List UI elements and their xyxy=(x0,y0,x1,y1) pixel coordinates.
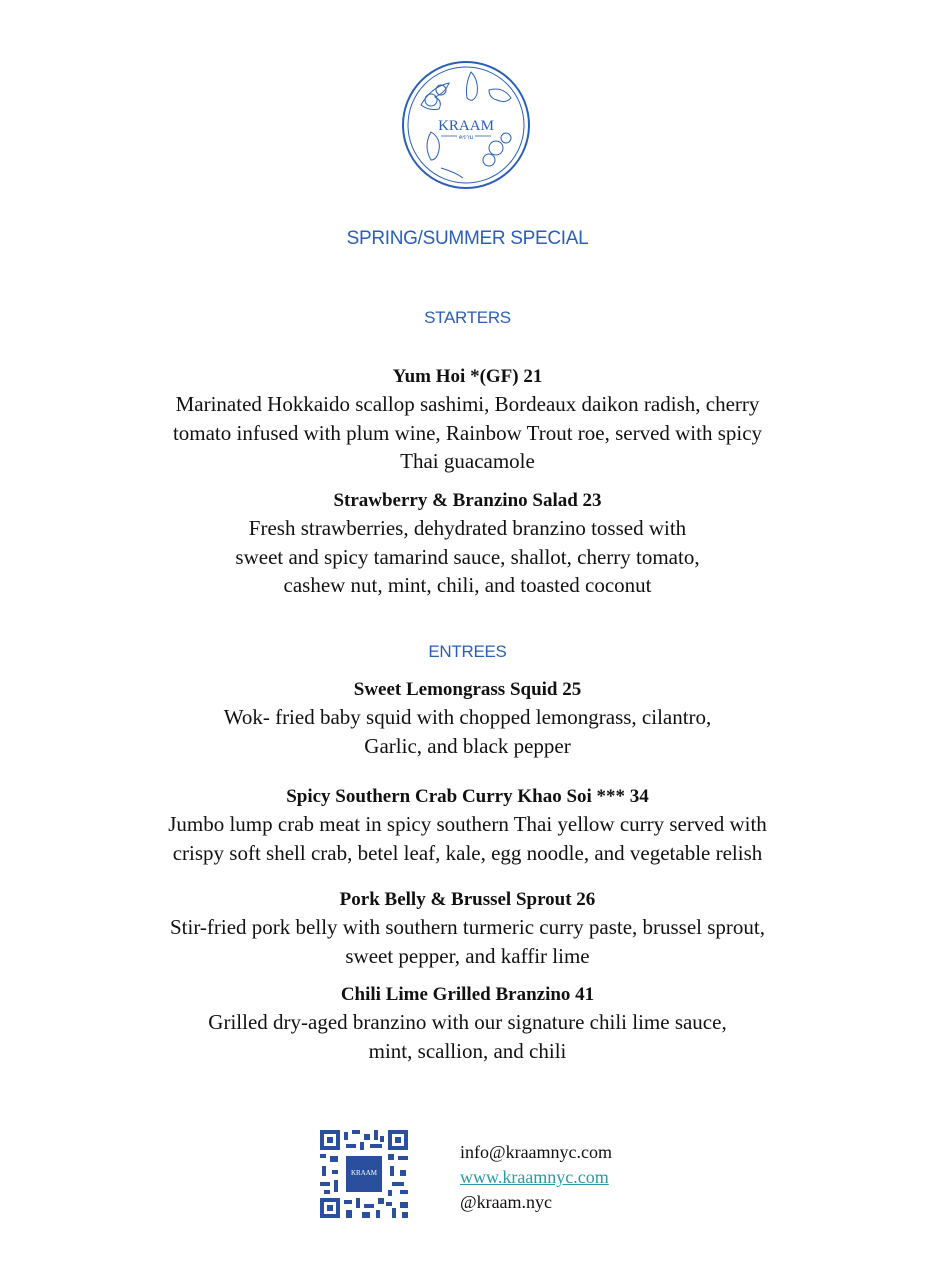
item-name: Yum Hoi *(GF) 21 xyxy=(392,366,543,387)
svg-text:คราม: คราม xyxy=(458,135,474,141)
social-handle[interactable]: @kraam.nyc xyxy=(460,1192,553,1212)
menu-item xyxy=(0,982,935,1065)
menu-item xyxy=(0,488,935,600)
item-description: Fresh strawberries, dehydrated branzino tossed with sweet and spicy tamarind sauce, shallot, cherry tomato, cashew nut, mint, chili, and toasted coconut xyxy=(235,516,700,597)
qr-code-icon[interactable] xyxy=(320,1130,408,1218)
menu-item xyxy=(0,784,935,867)
website-link[interactable]: www.kraamnyc.com xyxy=(460,1167,609,1187)
restaurant-logo xyxy=(401,60,531,190)
item-description: Wok- fried baby squid with chopped lemongrass, cilantro, Garlic, and black pepper xyxy=(223,705,712,758)
logo-circle-icon xyxy=(401,60,531,190)
menu-item xyxy=(0,364,935,476)
item-description: Stir-fried pork belly with southern turmeric curry paste, brussel sprout, sweet pepper, and kaffir lime xyxy=(169,915,766,968)
section-heading-starters: STARTERS xyxy=(424,308,511,327)
item-description: Grilled dry-aged branzino with our signature chili lime sauce, mint, scallion, and chili xyxy=(208,1010,727,1063)
svg-text:KRAAM: KRAAM xyxy=(350,1169,378,1177)
section-heading-entrees: ENTREES xyxy=(428,642,507,661)
email-text[interactable]: info@kraamnyc.com xyxy=(460,1142,613,1162)
item-name: Pork Belly & Brussel Sprout 26 xyxy=(339,889,596,910)
item-name: Chili Lime Grilled Branzino 41 xyxy=(340,984,595,1005)
contact-info xyxy=(460,1140,612,1215)
menu-item xyxy=(0,677,935,760)
menu-title: SPRING/SUMMER SPECIAL xyxy=(346,228,589,249)
item-description: Jumbo lump crab meat in spicy southern Thai yellow curry served with crispy soft shell crab, betel leaf, kale, egg noodle, and vegetable relish xyxy=(168,812,767,865)
item-description: Marinated Hokkaido scallop sashimi, Bordeaux daikon radish, cherry tomato infused with plum wine, Rainbow Trout roe, served with spicy Thai guacamole xyxy=(172,392,763,473)
menu-item xyxy=(0,887,935,970)
item-name: Strawberry & Branzino Salad 23 xyxy=(333,490,602,511)
svg-text:KRAAM: KRAAM xyxy=(438,118,494,134)
item-name: Spicy Southern Crab Curry Khao Soi *** 34 xyxy=(286,786,649,807)
item-name: Sweet Lemongrass Squid 25 xyxy=(353,679,582,700)
